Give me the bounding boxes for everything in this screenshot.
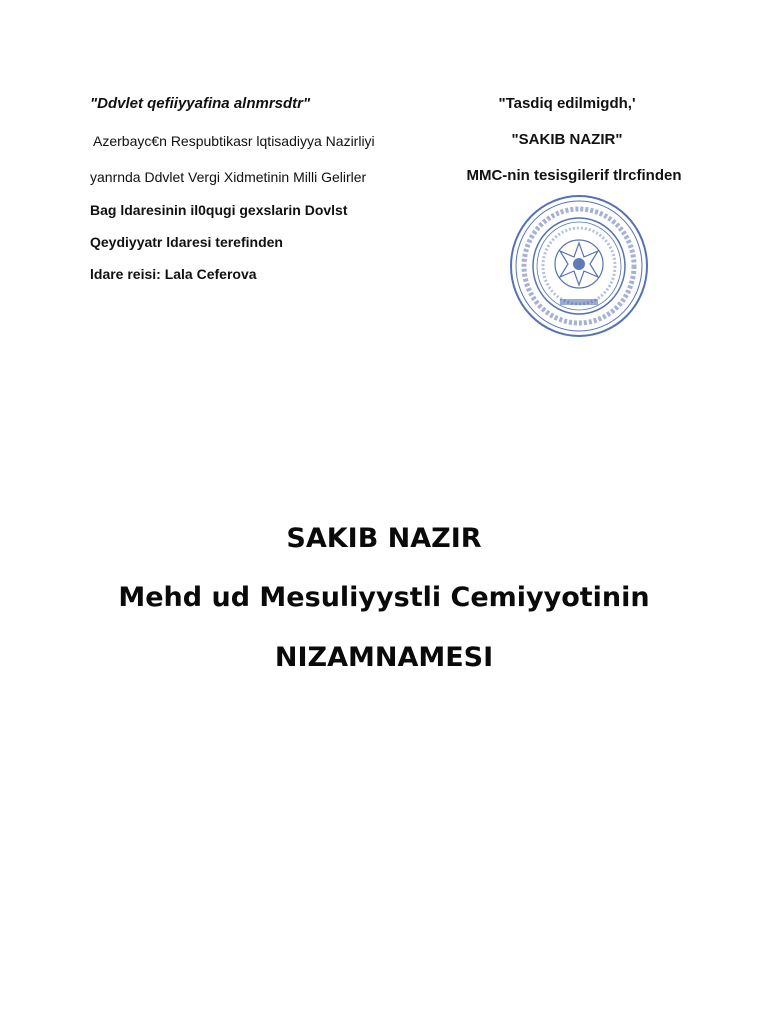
right-line-founders: MMC-nin tesisgilerif tlrcfinden bbox=[466, 167, 682, 184]
title-company-type: Mehd ud Mesuliyystli Cemiyyotinin bbox=[118, 582, 650, 613]
left-line-tax-service: yanrnda Ddvlet Vergi Xidmetinin Milli Gelirler bbox=[90, 169, 367, 185]
right-line-approved: "Tasdiq edilmigdh,' bbox=[498, 95, 636, 112]
left-line-ministry: Azerbayc€n Respubtikasr lqtisadiyya Nazirliyi bbox=[93, 133, 375, 149]
left-line-head: ldare reisi: Lala Ceferova bbox=[90, 266, 257, 282]
right-line-company: "SAKIB NAZIR" bbox=[511, 131, 623, 148]
official-seal-icon bbox=[508, 193, 650, 339]
left-line-registry: Qeydiyyatr ldaresi terefinden bbox=[90, 234, 283, 250]
left-line-department: Bag ldaresinin il0qugi gexslarin Dovlst bbox=[90, 202, 348, 218]
left-heading: "Ddvlet qefiiyyafina alnmrsdtr" bbox=[90, 95, 311, 112]
title-charter: NIZAMNAMESI bbox=[274, 642, 494, 673]
title-company-name: SAKIB NAZIR bbox=[286, 523, 482, 554]
